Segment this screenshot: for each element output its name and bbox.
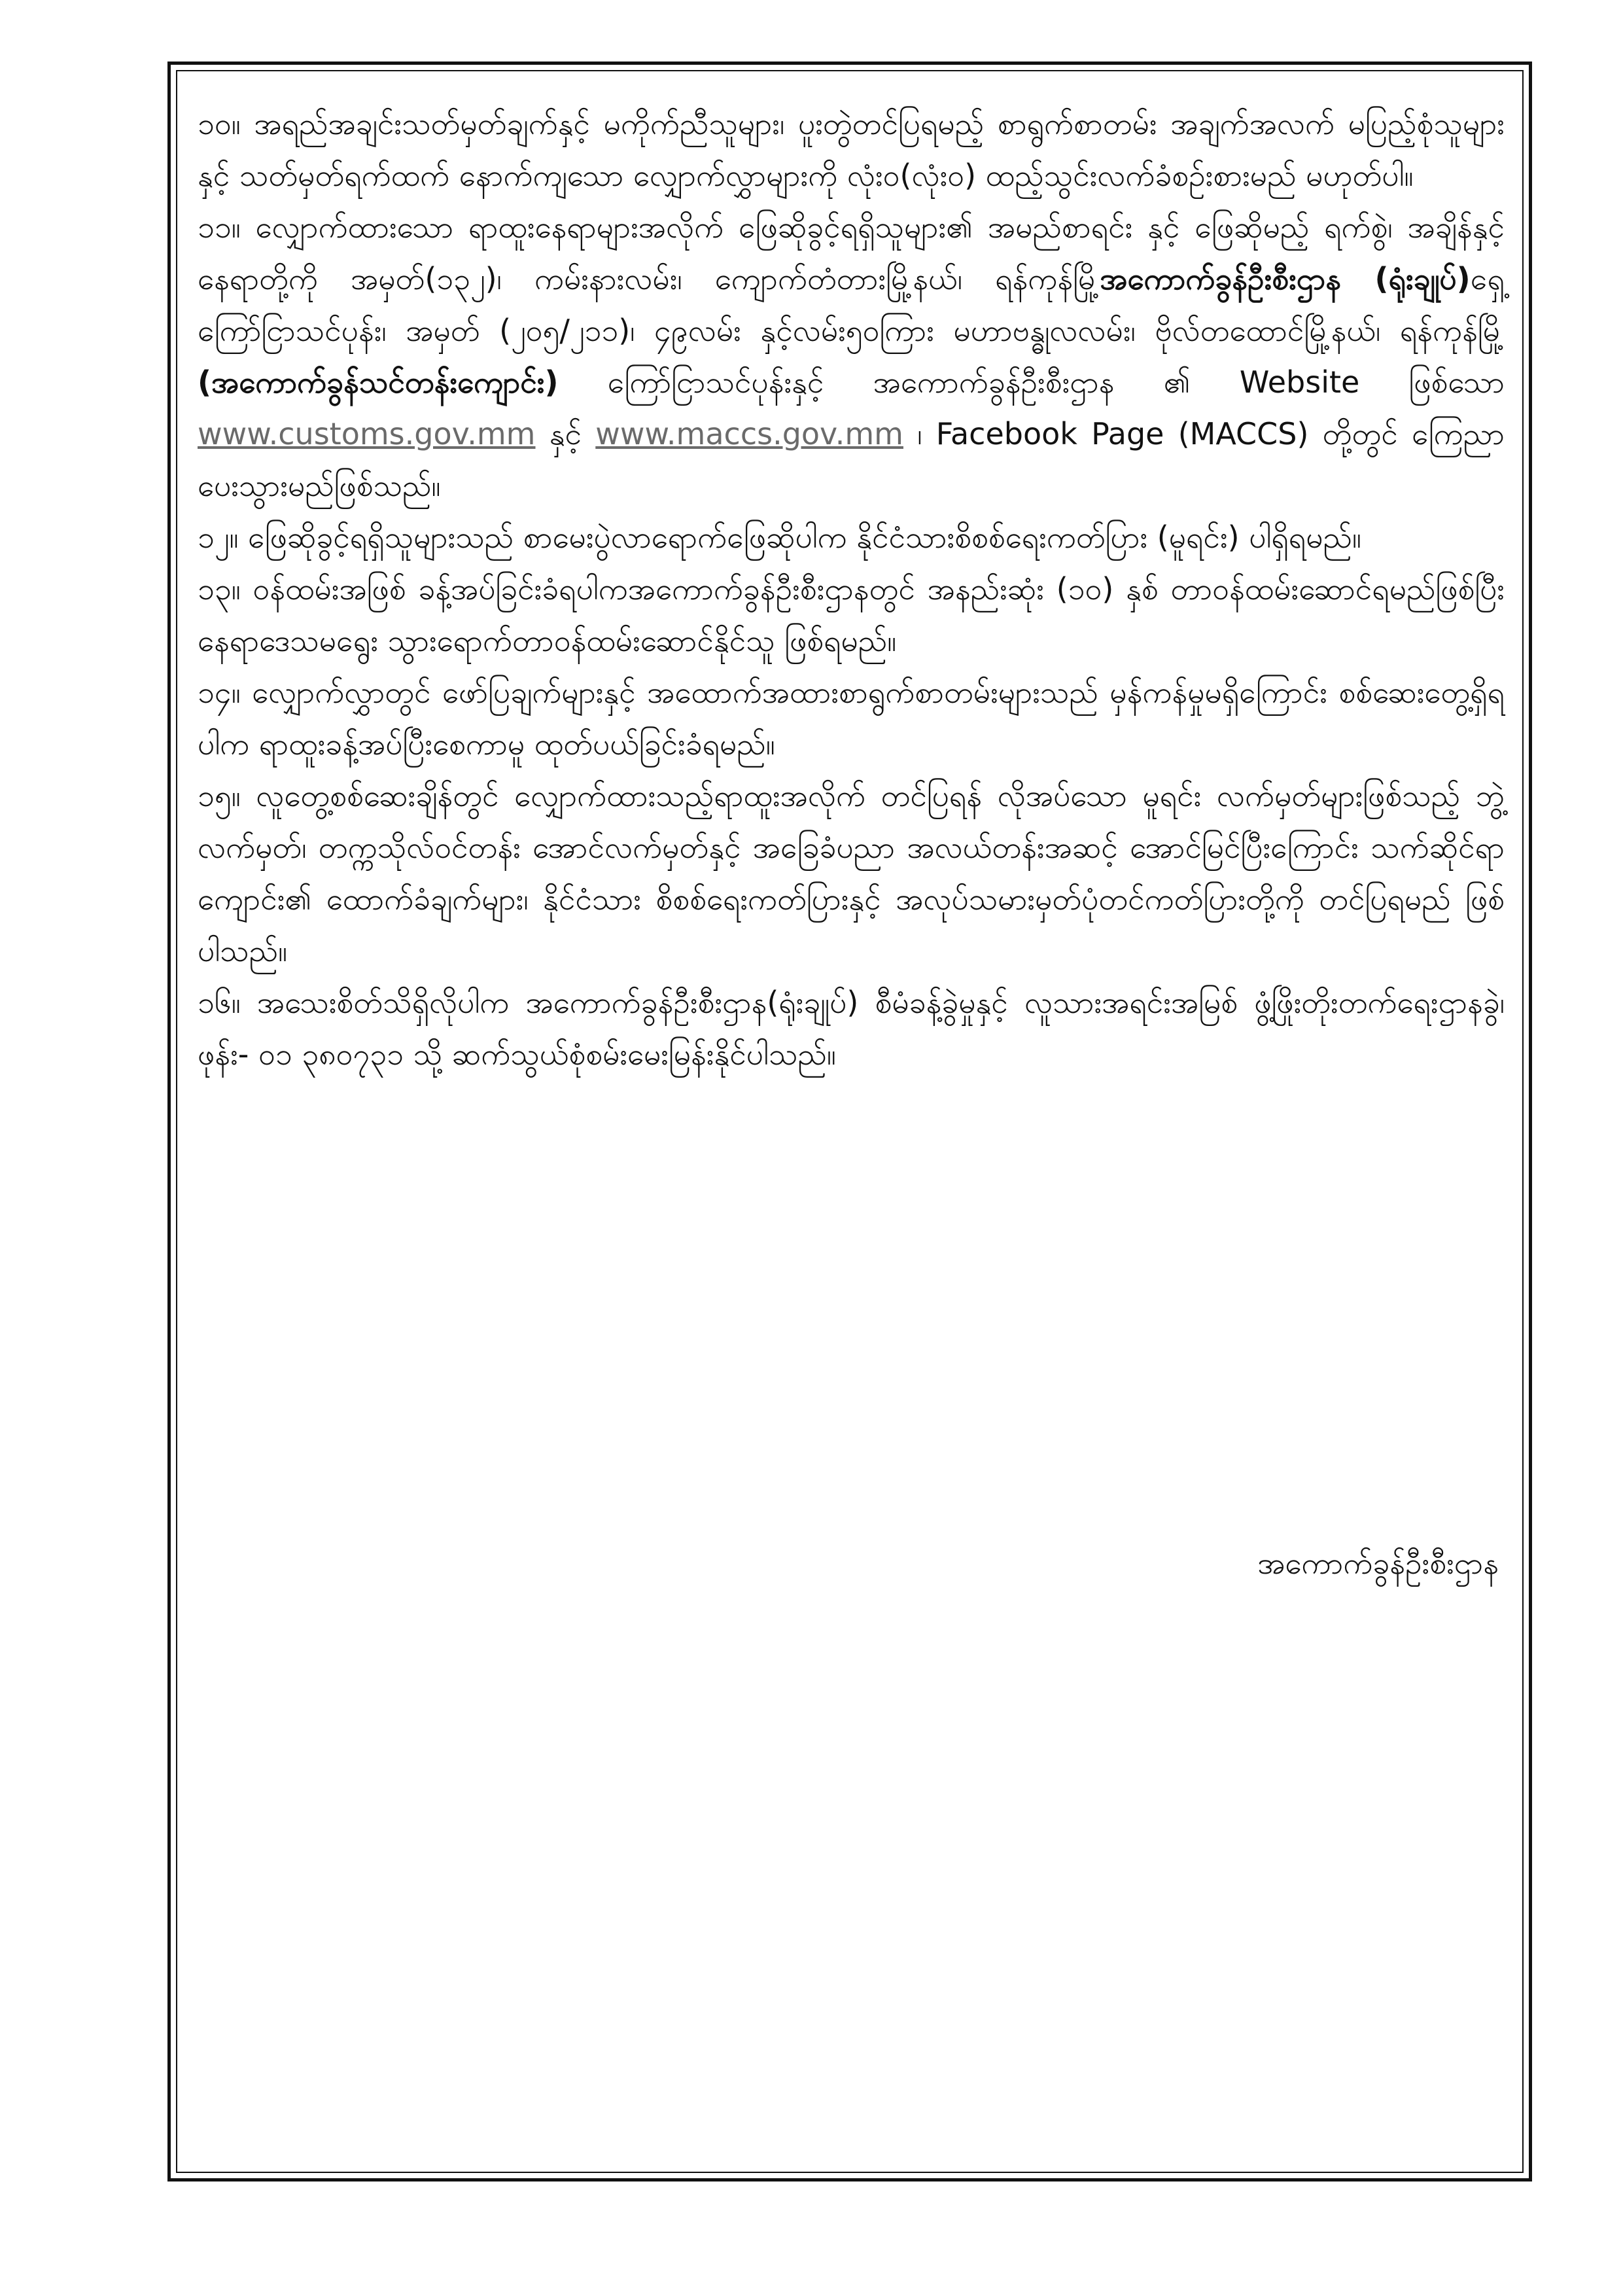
maccs-website-link[interactable]: www.maccs.gov.mm <box>595 416 903 451</box>
paragraph-10: ၁၀။ အရည်အချင်းသတ်မှတ်ချက်နှင့် မကိုက်ညီသူများ၊ ပူးတွဲတင်ပြရမည့် စာရွက်စာတမ်း အချက်အလက် မပြည့်စုံသူများနှင့် သတ်မှတ်ရက်ထက် နောက်ကျသော လျှောက်လွှာများကို လုံးဝ(လုံးဝ) ထည့်သွင်းလက်ခံစဉ်းစားမည် မဟုတ်ပါ။ <box>198 106 1505 193</box>
customs-training-school-name: (အကောက်ခွန်သင်တန်းကျောင်း) <box>198 364 559 400</box>
paragraph-11 <box>198 202 1505 512</box>
department-hq-name: အကောက်ခွန်ဦးစီးဌာန (ရုံးချုပ်) <box>1100 261 1471 296</box>
paragraph-11-text-3: ကြော်ငြာသင်ပုန်းနှင့် အကောက်ခွန်ဦးစီးဌာန ၏ Website ဖြစ်သော <box>607 364 1505 400</box>
paragraph-15: ၁၅။ လူတွေ့စစ်ဆေးချိန်တွင် လျှောက်ထားသည့်ရာထူးအလိုက် တင်ပြရန် လိုအပ်သော မူရင်း လက်မှတ်များဖြစ်သည့် ဘွဲ့လက်မှတ်၊ တက္ကသိုလ်ဝင်တန်း အောင်လက်မှတ်နှင့် အခြေခံပညာ အလယ်တန်းအဆင့် အောင်မြင်ပြီးကြောင်း သက်ဆိုင်ရာ ကျောင်း၏ ထောက်ခံချက်များ၊ နိုင်ငံသား စိစစ်ရေးကတ်ပြားနှင့် အလုပ်သမားမှတ်ပုံတင်ကတ်ပြားတို့ကို တင်ပြရမည် ဖြစ်ပါသည်။ <box>198 778 1505 968</box>
paragraph-16: ၁၆။ အသေးစိတ်သိရှိလိုပါက အကောက်ခွန်ဦးစီးဌာန(ရုံးချုပ်) စီမံခန့်ခွဲမှုနှင့် လူသားအရင်းအမြစ် ဖွံ့ဖြိုးတိုးတက်ရေးဌာနခွဲ၊ ဖုန်း- ၀၁ ၃၈၀၇၃၁ သို့ ဆက်သွယ်စုံစမ်းမေးမြန်းနိုင်ပါသည်။ <box>198 985 1505 1072</box>
paragraph-11-text-1: ၁၁။ လျှောက်ထားသော ရာထူးနေရာများအလိုက် ဖြေဆိုခွင့်ရရှိသူများ၏ အမည်စာရင်း နှင့် ဖြေဆိုမည့် ရက်စွဲ၊ အချိန်နှင့် နေရာတို့ကို အမှတ်(၁၃၂)၊ ကမ်းနားလမ်း၊ ကျောက်တံတားမြို့နယ်၊ ရန်ကုန်မြို့ <box>198 209 1505 296</box>
customs-website-link[interactable]: www.customs.gov.mm <box>198 416 536 451</box>
paragraph-11-text-2: ရှေ့ကြော်ငြာသင်ပုန်း၊ အမှတ် (၂၀၅/၂၁၁)၊ ၄၉လမ်း နှင့်လမ်း၅၀ကြား မဟာဗန္ဓုလလမ်း၊ ဗိုလ်တထောင်မြို့နယ်၊ ရန်ကုန်မြို့ <box>198 261 1505 348</box>
paragraph-13: ၁၃။ ဝန်ထမ်းအဖြစ် ခန့်အပ်ခြင်းခံရပါကအကောက်ခွန်ဦးစီးဌာနတွင် အနည်းဆုံး (၁၀) နှစ် တာဝန်ထမ်းဆောင်ရမည်ဖြစ်ပြီး နေရာဒေသမရွေး သွားရောက်တာဝန်ထမ်းဆောင်နိုင်သူ ဖြစ်ရမည်။ <box>198 571 1505 658</box>
notice-body <box>198 98 1505 1080</box>
paragraph-12: ၁၂။ ဖြေဆိုခွင့်ရရှိသူများသည် စာမေးပွဲလာရောက်ဖြေဆိုပါက နိုင်ငံသားစိစစ်ရေးကတ်ပြား (မူရင်း) ပါရှိရမည်။ <box>198 520 1361 555</box>
issuing-department-signature: အကောက်ခွန်ဦးစီးဌာန <box>1257 1545 1499 1581</box>
paragraph-14: ၁၄။ လျှောက်လွှာတွင် ဖော်ပြချက်များနှင့် အထောက်အထားစာရွက်စာတမ်းများသည် မှန်ကန်မှုမရှိကြောင်း စစ်ဆေးတွေ့ရှိရပါက ရာထူးခန့်အပ်ပြီးစေကာမူ ထုတ်ပယ်ခြင်းခံရမည်။ <box>198 675 1505 762</box>
paragraph-11-text-4: နှင့် <box>549 416 582 451</box>
paragraph-11-text-5: ၊ Facebook Page (MACCS) တို့တွင် ကြေညာပေးသွားမည်ဖြစ်သည်။ <box>198 416 1505 503</box>
